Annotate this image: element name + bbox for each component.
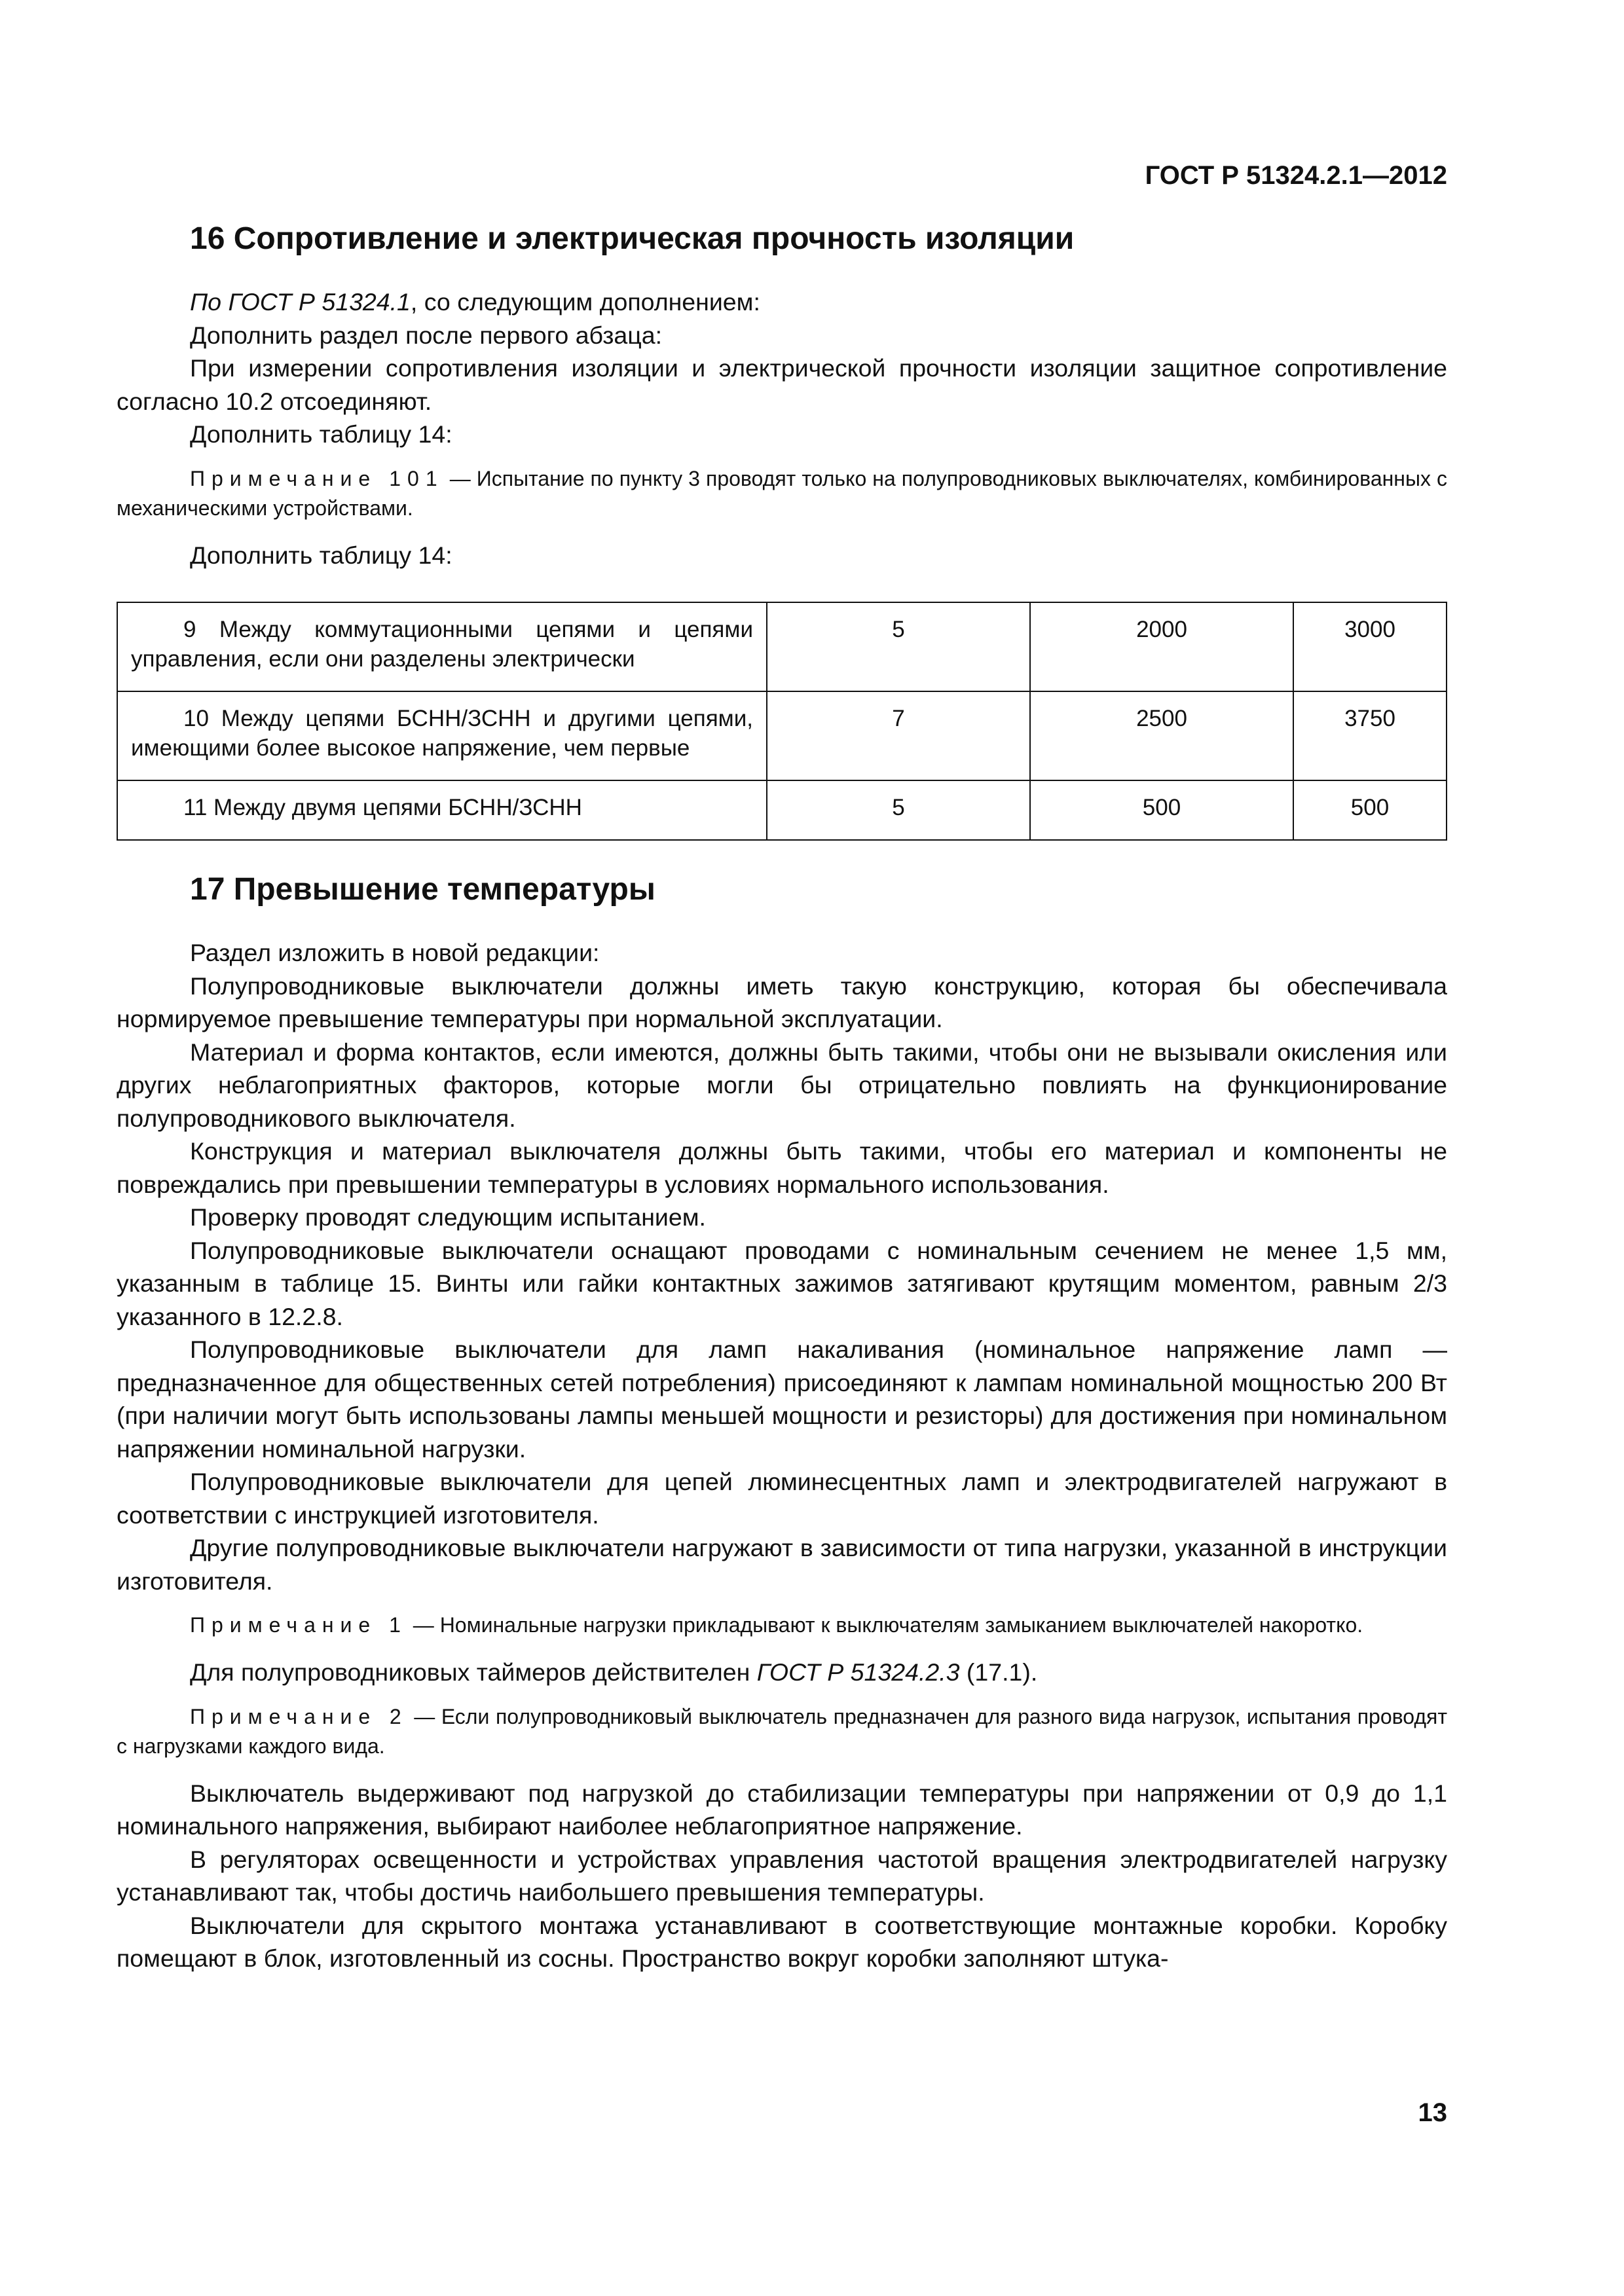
note-101 xyxy=(117,464,1447,523)
note-label: Примечание 2 xyxy=(190,1704,408,1728)
document-code: ГОСТ Р 51324.2.1—2012 xyxy=(1145,161,1447,190)
table-cell: 5 xyxy=(767,602,1030,691)
paragraph: При измерении сопротивления изоляции и электрической прочности изоляции защитное сопротивление согласно 10.2 отсоединяют. xyxy=(117,354,1447,415)
table-cell: 5 xyxy=(767,780,1030,840)
paragraph: Конструкция и материал выключателя должны быть такими, чтобы его материал и компоненты не повреждались при превышении температуры в условиях нормального использования. xyxy=(117,1137,1447,1198)
standard-reference: ГОСТ Р 51324.2.3 xyxy=(756,1658,960,1686)
note-label: Примечание 101 xyxy=(190,466,444,490)
paragraph-text: (17.1). xyxy=(959,1658,1038,1686)
table-cell: 2000 xyxy=(1030,602,1293,691)
note-text: — Если полупроводниковый выключатель предназначен для разного вида нагрузок, испытания проводят с нагрузками каждого вида. xyxy=(117,1704,1448,1758)
paragraph: Дополнить раздел после первого абзаца: xyxy=(190,321,663,349)
paragraph: Дополнить таблицу 14: xyxy=(190,541,452,569)
section-17-title: 17 Превышение температуры xyxy=(190,872,655,907)
section-16-title: 16 Сопротивление и электрическая прочность изоляции xyxy=(190,221,1075,256)
paragraph: Материал и форма контактов, если имеются, должны быть такими, чтобы они не вызывали окисления или других неблагоприятных факторов, которые могли бы отрицательно повлиять на функционирование полупроводникового выключателя. xyxy=(117,1038,1447,1132)
table-cell: 3750 xyxy=(1293,691,1447,780)
note-text: — Испытание по пункту 3 проводят только на полупроводниковых выключателях, комбинированных с механическими устройствами. xyxy=(117,466,1448,520)
paragraph: Выключатель выдерживают под нагрузкой до стабилизации температуры при напряжении от 0,9 до 1,1 номинального напряжения, выбирают наиболее неблагоприятное напряжение. xyxy=(117,1779,1447,1840)
paragraph: Полупроводниковые выключатели должны иметь такую конструкцию, которая бы обеспечивала нормируемое превышение температуры при нормальной эксплуатации. xyxy=(117,972,1447,1032)
note-text: — Номинальные нагрузки прикладывают к выключателям замыканием выключателей накоротко. xyxy=(407,1613,1363,1637)
paragraph: Другие полупроводниковые выключатели нагружают в зависимости от типа нагрузки, указанной в инструкции изготовителя. xyxy=(117,1534,1447,1595)
table-row xyxy=(117,780,1447,840)
table-cell-description: 9 Между коммутационными цепями и цепями управления, если они разделены электрически xyxy=(117,602,767,691)
paragraph: В регуляторах освещенности и устройствах управления частотой вращения электродвигателей нагрузку устанавливают так, чтобы достичь наибольшего превышения температуры. xyxy=(117,1845,1447,1906)
table-cell: 500 xyxy=(1293,780,1447,840)
table-cell-description: 10 Между цепями БСНН/ЗСНН и другими цепями, имеющими более высокое напряжение, чем первые xyxy=(117,691,767,780)
page-number: 13 xyxy=(1418,2098,1447,2127)
note-1 xyxy=(117,1611,1447,1640)
page-content xyxy=(117,216,1447,1975)
note-2 xyxy=(117,1702,1447,1761)
note-label: Примечание 1 xyxy=(190,1613,407,1637)
table-cell: 3000 xyxy=(1293,602,1447,691)
paragraph: Полупроводниковые выключатели для цепей люминесцентных ламп и электродвигателей нагружают в соответствии с инструкцией изготовителя. xyxy=(117,1468,1447,1529)
paragraph-text: Для полупроводниковых таймеров действителен xyxy=(190,1658,757,1686)
table-cell: 7 xyxy=(767,691,1030,780)
paragraph: Полупроводниковые выключатели оснащают проводами с номинальным сечением не менее 1,5 мм, указанным в таблице 15. Винты или гайки контактных зажимов затягивают крутящим моментом, равным 2/3 указанного в 12.2.8. xyxy=(117,1236,1447,1330)
table-cell-description: 11 Между двумя цепями БСНН/ЗСНН xyxy=(117,780,767,840)
paragraph-text: , со следующим дополнением: xyxy=(410,288,760,316)
table-row xyxy=(117,691,1447,780)
table-14-additions xyxy=(117,602,1447,841)
paragraph: Дополнить таблицу 14: xyxy=(190,420,452,448)
paragraph xyxy=(117,1656,1447,1689)
paragraph: Проверку проводят следующим испытанием. xyxy=(190,1203,706,1231)
paragraph: Полупроводниковые выключатели для ламп накаливания (номинальное напряжение ламп — предназначенное для общественных сетей потребления) присоединяют к лампам номинальной мощностью 200 Вт (при наличии могут быть использованы лампы меньшей мощности и резисторы) для достижения при номинальном напряжении номинальной нагрузки. xyxy=(117,1336,1447,1463)
table-row xyxy=(117,602,1447,691)
standard-reference: По ГОСТ Р 51324.1 xyxy=(190,288,411,316)
paragraph: Выключатели для скрытого монтажа устанавливают в соответствующие монтажные коробки. Коробку помещают в блок, изготовленный из сосны. Пространство вокруг коробки заполняют штука- xyxy=(117,1911,1447,1972)
table-cell: 500 xyxy=(1030,780,1293,840)
paragraph: Раздел изложить в новой редакции: xyxy=(190,939,600,966)
table-cell: 2500 xyxy=(1030,691,1293,780)
paragraph xyxy=(117,285,1447,319)
